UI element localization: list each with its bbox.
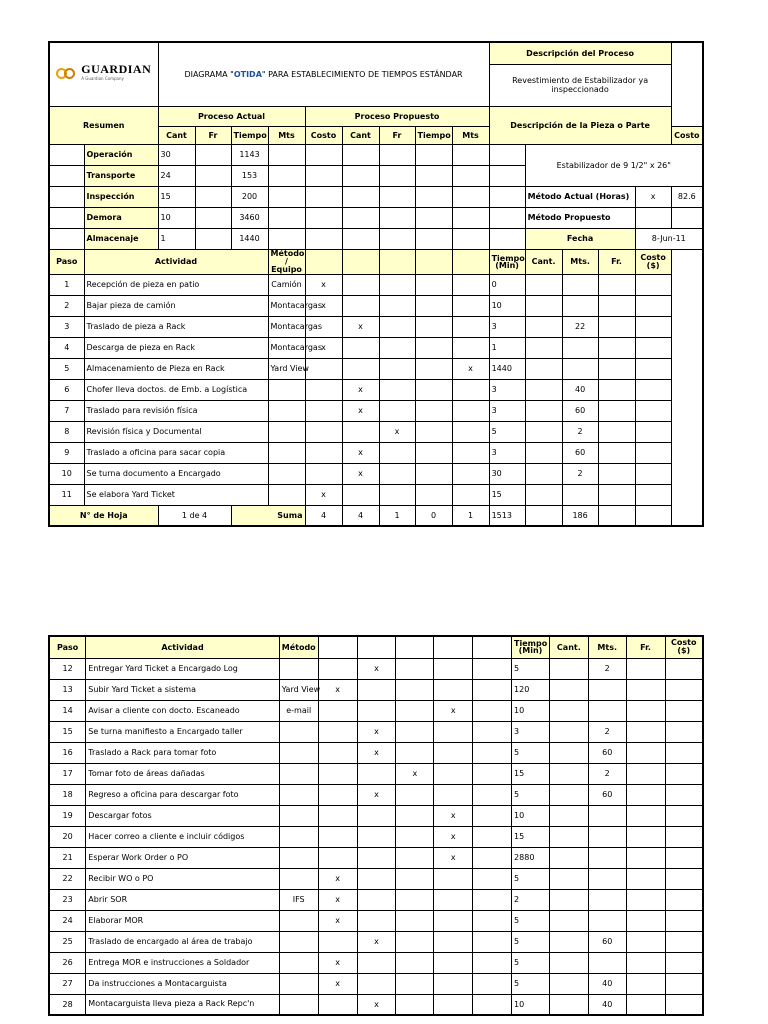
activity-row xyxy=(49,994,703,1015)
activity-description: Bajar pieza de camión xyxy=(84,295,268,316)
activity-distance xyxy=(588,868,626,889)
step-number: 14 xyxy=(49,700,86,721)
activity-method xyxy=(279,847,318,868)
activity-distance xyxy=(588,826,626,847)
col-cant: Cant. xyxy=(549,636,588,658)
summary-label: Demora xyxy=(84,207,158,228)
piece-description-label: Descripción de la Pieza o Parte xyxy=(489,106,671,144)
step-number: 3 xyxy=(49,316,84,337)
activity-distance: 22 xyxy=(562,316,598,337)
fecha-value: 8-Jun-11 xyxy=(635,228,703,249)
symbol-mark: x xyxy=(357,784,396,805)
activity-row xyxy=(49,379,703,400)
activity-row xyxy=(49,463,703,484)
summary-label: Almacenaje xyxy=(84,228,158,249)
symbol-mark: x xyxy=(357,721,396,742)
col-mts-prop: Mts xyxy=(452,126,489,144)
step-number: 25 xyxy=(49,931,86,952)
activity-description: Descarga de pieza en Rack xyxy=(84,337,268,358)
activity-distance xyxy=(562,484,598,505)
activity-time: 30 xyxy=(489,463,525,484)
activity-description: Entrega MOR e instrucciones a Soldador xyxy=(86,952,279,973)
activity-description: Abrir SOR xyxy=(86,889,279,910)
activity-time: 1 xyxy=(489,337,525,358)
company-logo xyxy=(49,42,158,106)
sum-mts: 186 xyxy=(562,505,598,526)
activity-time: 3 xyxy=(489,379,525,400)
activity-distance: 60 xyxy=(562,442,598,463)
symbol-mark: x xyxy=(305,295,342,316)
summary-cant: 10 xyxy=(158,207,195,228)
activity-method xyxy=(279,763,318,784)
activity-method xyxy=(279,910,318,931)
activity-time: 5 xyxy=(512,973,550,994)
activity-row xyxy=(49,442,703,463)
activity-row xyxy=(49,358,703,379)
activity-method: Camión xyxy=(268,274,305,295)
step-number: 23 xyxy=(49,889,86,910)
summary-tiempo: 1440 xyxy=(231,228,268,249)
fecha-label: Fecha xyxy=(525,228,635,249)
activity-distance: 40 xyxy=(588,973,626,994)
step-number: 22 xyxy=(49,868,86,889)
symbol-mark: x xyxy=(305,484,342,505)
activity-time: 5 xyxy=(489,421,525,442)
step-number: 26 xyxy=(49,952,86,973)
step-number: 12 xyxy=(49,658,86,679)
activity-description: Subir Yard Ticket a sistema xyxy=(86,679,279,700)
activity-distance xyxy=(562,358,598,379)
step-number: 15 xyxy=(49,721,86,742)
activity-time: 5 xyxy=(512,868,550,889)
step-number: 19 xyxy=(49,805,86,826)
process-description: Revestimiento de Estabilizador ya inspeccionado xyxy=(489,64,671,106)
symbol-mark: x xyxy=(434,826,473,847)
activity-description: Esperar Work Order o PO xyxy=(86,847,279,868)
activity-header-row xyxy=(49,636,703,658)
activity-method xyxy=(279,784,318,805)
symbol-mark: x xyxy=(318,868,357,889)
symbol-mark: x xyxy=(342,463,379,484)
col-paso: Paso xyxy=(49,636,86,658)
symbol-mark: x xyxy=(452,358,489,379)
symbol-mark: x xyxy=(318,679,357,700)
piece-description: Estabilizador de 9 1/2" x 26" xyxy=(525,144,703,186)
col-costo-prop: Costo xyxy=(671,126,703,144)
activity-description: Traslado de encargado al área de trabajo xyxy=(86,931,279,952)
activity-description: Traslado para revisión física xyxy=(84,400,268,421)
step-number: 13 xyxy=(49,679,86,700)
step-number: 16 xyxy=(49,742,86,763)
symbol-mark: x xyxy=(357,931,396,952)
activity-description: Hacer correo a cliente e incluir códigos xyxy=(86,826,279,847)
col-tiempo-prop: Tiempo xyxy=(415,126,452,144)
col-costo: Costo xyxy=(305,126,342,144)
activity-distance xyxy=(588,847,626,868)
activity-method xyxy=(268,379,305,400)
activity-method: Yard View xyxy=(268,358,305,379)
metodo-actual-mark: x xyxy=(635,186,671,207)
col-paso: Paso xyxy=(49,249,84,274)
symbol-mark: x xyxy=(318,952,357,973)
activity-time: 5 xyxy=(512,952,550,973)
col-actividad: Actividad xyxy=(86,636,279,658)
activity-row xyxy=(49,826,703,847)
col-cant: Cant xyxy=(158,126,195,144)
activity-row xyxy=(49,679,703,700)
activity-row xyxy=(49,973,703,994)
sum-almacenaje: 1 xyxy=(452,505,489,526)
metodo-actual-label: Método Actual (Horas) xyxy=(525,186,635,207)
summary-row-almacenaje xyxy=(49,228,703,249)
activity-time: 5 xyxy=(512,658,550,679)
company-subtitle: A Guardian Company xyxy=(81,76,124,82)
sum-transporte: 4 xyxy=(342,505,379,526)
col-cant: Cant. xyxy=(525,249,562,274)
activity-method xyxy=(279,868,318,889)
activity-description: Se turna manifiesto a Encargado taller xyxy=(86,721,279,742)
step-number: 18 xyxy=(49,784,86,805)
activity-time: 1440 xyxy=(489,358,525,379)
activity-method xyxy=(268,421,305,442)
summary-tiempo: 1143 xyxy=(231,144,268,165)
activity-description: Almacenamiento de Pieza en Rack xyxy=(84,358,268,379)
summary-tiempo: 200 xyxy=(231,186,268,207)
activity-time: 0 xyxy=(489,274,525,295)
activity-distance: 40 xyxy=(588,994,626,1015)
activity-row xyxy=(49,784,703,805)
step-number: 21 xyxy=(49,847,86,868)
step-number: 8 xyxy=(49,421,84,442)
activity-distance: 2 xyxy=(562,421,598,442)
activity-header-row xyxy=(49,249,703,274)
summary-cant: 24 xyxy=(158,165,195,186)
activity-time: 15 xyxy=(489,484,525,505)
activity-distance: 2 xyxy=(588,658,626,679)
activity-time: 3 xyxy=(512,721,550,742)
activity-row xyxy=(49,952,703,973)
summary-cant: 30 xyxy=(158,144,195,165)
summary-row-operacion xyxy=(49,144,703,165)
activity-distance: 2 xyxy=(588,721,626,742)
step-number: 5 xyxy=(49,358,84,379)
suma-label: Suma xyxy=(231,505,305,526)
activity-time: 10 xyxy=(489,295,525,316)
activity-time: 5 xyxy=(512,784,550,805)
activity-row xyxy=(49,337,703,358)
activity-time: 3 xyxy=(489,400,525,421)
activity-time: 5 xyxy=(512,742,550,763)
symbol-mark: x xyxy=(396,763,434,784)
activity-distance: 2 xyxy=(562,463,598,484)
activity-distance: 60 xyxy=(562,400,598,421)
activity-distance xyxy=(588,679,626,700)
summary-cant: 1 xyxy=(158,228,195,249)
col-fr: Fr. xyxy=(626,636,665,658)
proceso-actual-label: Proceso Actual xyxy=(158,106,305,126)
activity-description: Recibir WO o PO xyxy=(86,868,279,889)
step-number: 1 xyxy=(49,274,84,295)
activity-distance xyxy=(588,889,626,910)
activity-row xyxy=(49,274,703,295)
activity-row xyxy=(49,316,703,337)
title-highlight: OTIDA xyxy=(233,69,262,79)
activity-time: 5 xyxy=(512,931,550,952)
summary-tiempo: 153 xyxy=(231,165,268,186)
activity-method: Montacargas xyxy=(268,337,305,358)
activity-distance xyxy=(588,700,626,721)
step-number: 4 xyxy=(49,337,84,358)
symbol-mark: x xyxy=(434,805,473,826)
activity-method xyxy=(268,484,305,505)
step-number: 24 xyxy=(49,910,86,931)
activity-description: Traslado de pieza a Rack xyxy=(84,316,268,337)
symbol-mark: x xyxy=(357,994,396,1015)
symbol-mark: x xyxy=(357,658,396,679)
symbol-mark: x xyxy=(434,847,473,868)
activity-time: 2 xyxy=(512,889,550,910)
col-metodo: Método xyxy=(279,636,318,658)
activity-method: Montacargas xyxy=(268,295,305,316)
step-number: 2 xyxy=(49,295,84,316)
activity-time: 15 xyxy=(512,763,550,784)
col-fr: Fr. xyxy=(598,249,635,274)
col-mts: Mts. xyxy=(562,249,598,274)
activity-time: 2880 xyxy=(512,847,550,868)
activity-method: IFS xyxy=(279,889,318,910)
activity-method xyxy=(279,952,318,973)
activity-row xyxy=(49,421,703,442)
activity-description: Chofer lleva doctos. de Emb. a Logística xyxy=(84,379,268,400)
col-fr: Fr xyxy=(195,126,231,144)
col-actividad: Actividad xyxy=(84,249,268,274)
activity-description: Recepción de pieza en patio xyxy=(84,274,268,295)
activity-row xyxy=(49,295,703,316)
summary-label: Operación xyxy=(84,144,158,165)
activity-method xyxy=(279,931,318,952)
symbol-mark: x xyxy=(357,742,396,763)
activity-method: e-mail xyxy=(279,700,318,721)
activity-distance xyxy=(562,295,598,316)
col-tiempo: Tiempo xyxy=(231,126,268,144)
activity-method xyxy=(279,742,318,763)
symbol-mark: x xyxy=(342,400,379,421)
activity-distance xyxy=(588,910,626,931)
process-description-label: Descripción del Proceso xyxy=(489,42,671,64)
metodo-actual-value: 82.6 xyxy=(671,186,703,207)
summary-tiempo: 3460 xyxy=(231,207,268,228)
activity-method xyxy=(268,400,305,421)
activity-distance xyxy=(588,805,626,826)
activity-method xyxy=(268,463,305,484)
otida-sheet-1 xyxy=(48,41,704,527)
activity-row xyxy=(49,400,703,421)
activity-row xyxy=(49,721,703,742)
activity-description: Se elabora Yard Ticket xyxy=(84,484,268,505)
hoja-label: N° de Hoja xyxy=(49,505,158,526)
step-number: 27 xyxy=(49,973,86,994)
activity-method xyxy=(279,721,318,742)
activity-description: Traslado a oficina para sacar copia xyxy=(84,442,268,463)
activity-time: 10 xyxy=(512,700,550,721)
step-number: 11 xyxy=(49,484,84,505)
activity-description: Descargar fotos xyxy=(86,805,279,826)
activity-time: 10 xyxy=(512,994,550,1015)
activity-method xyxy=(268,442,305,463)
activity-row xyxy=(49,658,703,679)
activity-method xyxy=(279,826,318,847)
activity-description: Entregar Yard Ticket a Encargado Log xyxy=(86,658,279,679)
activity-row xyxy=(49,742,703,763)
activity-row xyxy=(49,763,703,784)
otida-sheet-2 xyxy=(48,635,704,1016)
step-number: 9 xyxy=(49,442,84,463)
activity-method xyxy=(279,658,318,679)
activity-distance: 60 xyxy=(588,742,626,763)
activity-description: Traslado a Rack para tomar foto xyxy=(86,742,279,763)
col-tiempo-min: Tiempo (Min) xyxy=(512,636,550,658)
activity-row xyxy=(49,847,703,868)
symbol-mark: x xyxy=(305,274,342,295)
activity-row xyxy=(49,700,703,721)
activity-distance: 60 xyxy=(588,784,626,805)
symbol-mark: x xyxy=(318,910,357,931)
hoja-value: 1 de 4 xyxy=(158,505,231,526)
activity-description: Elaborar MOR xyxy=(86,910,279,931)
activity-time: 120 xyxy=(512,679,550,700)
activity-method xyxy=(279,973,318,994)
sum-tiempo: 1513 xyxy=(489,505,525,526)
col-fr-prop: Fr xyxy=(379,126,415,144)
activity-row xyxy=(49,889,703,910)
symbol-mark: x xyxy=(342,379,379,400)
metodo-propuesto-label: Método Propuesto xyxy=(525,207,635,228)
guardian-logo-icon xyxy=(56,67,78,81)
sum-operacion: 4 xyxy=(305,505,342,526)
activity-time: 10 xyxy=(512,805,550,826)
summary-label: Inspección xyxy=(84,186,158,207)
col-mts: Mts xyxy=(268,126,305,144)
activity-time: 3 xyxy=(489,442,525,463)
step-number: 28 xyxy=(49,994,86,1015)
col-metodo: Método / Equipo xyxy=(268,249,305,274)
summary-row-demora xyxy=(49,207,703,228)
col-costo: Costo ($) xyxy=(665,636,703,658)
col-costo: Costo ($) xyxy=(635,249,671,274)
activity-row xyxy=(49,868,703,889)
activity-row xyxy=(49,910,703,931)
activity-time: 5 xyxy=(512,910,550,931)
activity-description: Se turna documento a Encargado xyxy=(84,463,268,484)
step-number: 20 xyxy=(49,826,86,847)
symbol-mark: x xyxy=(342,316,379,337)
summary-cant: 15 xyxy=(158,186,195,207)
activity-method xyxy=(279,994,318,1015)
step-number: 17 xyxy=(49,763,86,784)
symbol-mark: x xyxy=(379,421,415,442)
sheet-footer-row xyxy=(49,505,703,526)
activity-description: Da instrucciones a Montacarguista xyxy=(86,973,279,994)
resumen-label: Resumen xyxy=(49,106,158,144)
activity-row xyxy=(49,484,703,505)
activity-distance: 40 xyxy=(562,379,598,400)
document-title: DIAGRAMA "OTIDA" PARA ESTABLECIMIENTO DE TIEMPOS ESTÁNDAR xyxy=(158,42,489,106)
symbol-mark: x xyxy=(318,889,357,910)
col-mts: Mts. xyxy=(588,636,626,658)
step-number: 10 xyxy=(49,463,84,484)
summary-row-inspeccion xyxy=(49,186,703,207)
activity-method: Montacargas xyxy=(268,316,305,337)
activity-time: 3 xyxy=(489,316,525,337)
step-number: 6 xyxy=(49,379,84,400)
activity-distance xyxy=(562,274,598,295)
col-cant-prop: Cant xyxy=(342,126,379,144)
activity-method: Yard View xyxy=(279,679,318,700)
summary-label: Transporte xyxy=(84,165,158,186)
symbol-mark: x xyxy=(434,700,473,721)
col-tiempo-min: Tiempo (Min) xyxy=(489,249,525,274)
activity-method xyxy=(279,805,318,826)
activity-row xyxy=(49,931,703,952)
activity-description: Revisión física y Documental xyxy=(84,421,268,442)
sum-demora: 0 xyxy=(415,505,452,526)
activity-description: Avisar a cliente con docto. Escaneado xyxy=(86,700,279,721)
activity-description: Regreso a oficina para descargar foto xyxy=(86,784,279,805)
symbol-mark: x xyxy=(342,442,379,463)
activity-distance xyxy=(588,952,626,973)
activity-row xyxy=(49,805,703,826)
activity-distance: 60 xyxy=(588,931,626,952)
sum-inspeccion: 1 xyxy=(379,505,415,526)
activity-distance xyxy=(562,337,598,358)
activity-description: Montacarguista lleva pieza a Rack Repc'n xyxy=(86,994,279,1015)
activity-description: Tomar foto de áreas dañadas xyxy=(86,763,279,784)
activity-time: 15 xyxy=(512,826,550,847)
company-name: GUARDIAN xyxy=(81,62,152,77)
activity-distance: 2 xyxy=(588,763,626,784)
proceso-propuesto-label: Proceso Propuesto xyxy=(305,106,489,126)
symbol-mark: x xyxy=(305,337,342,358)
step-number: 7 xyxy=(49,400,84,421)
symbol-mark: x xyxy=(318,973,357,994)
